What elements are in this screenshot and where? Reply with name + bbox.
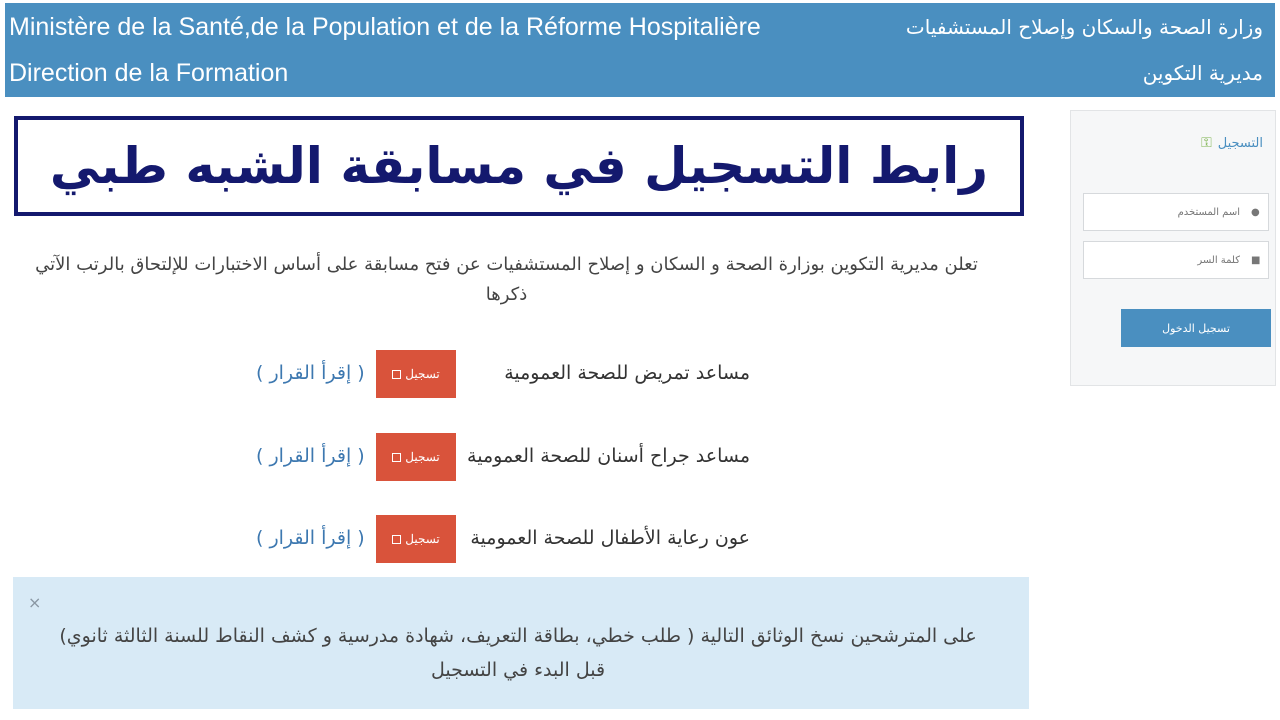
login-button[interactable]: تسجيل الدخول [1121, 309, 1271, 347]
info-alert [13, 577, 1029, 709]
login-heading [1201, 135, 1263, 151]
ministry-name-ar: وزارة الصحة والسكان وإصلاح المستشفيات [905, 15, 1263, 39]
password-input[interactable] [1083, 241, 1269, 279]
rank-name: عون رعاية الأطفال للصحة العمومية [470, 527, 750, 549]
register-button[interactable] [376, 433, 456, 481]
rank-row [0, 350, 1040, 400]
page-title-box [14, 116, 1024, 216]
lock-icon: ■ [1251, 255, 1261, 266]
register-button[interactable] [376, 515, 456, 563]
close-icon[interactable]: × [28, 593, 42, 612]
username-input[interactable] [1083, 193, 1269, 231]
edit-icon [392, 535, 401, 544]
direction-name-fr: Direction de la Formation [9, 59, 289, 87]
rank-name: مساعد تمريض للصحة العمومية [504, 362, 750, 384]
read-decision-link[interactable]: ( إقرأ القرار ) [256, 362, 365, 384]
key-icon: ⚿ [1201, 135, 1212, 151]
read-decision-link[interactable]: ( إقرأ القرار ) [256, 527, 365, 549]
intro-text: تعلن مديرية التكوين بوزارة الصحة و السكان و إصلاح المستشفيات عن فتح مسابقة على أساس الاختبارات للإلتحاق بالرتب الآتي ذكرها [35, 254, 978, 305]
login-panel [1070, 110, 1276, 386]
rank-row [0, 515, 1040, 565]
user-icon: ● [1251, 207, 1260, 218]
rank-name: مساعد جراح أسنان للصحة العمومية [467, 445, 750, 467]
direction-name-ar: مديرية التكوين [1142, 61, 1263, 85]
edit-icon [392, 453, 401, 462]
read-decision-link[interactable]: ( إقرأ القرار ) [256, 445, 365, 467]
site-header [5, 3, 1275, 97]
ministry-name-fr: Ministère de la Santé,de la Population et de la Réforme Hospitalière [9, 13, 761, 41]
alert-message: على المترشحين نسخ الوثائق التالية ( طلب خطي، بطاقة التعريف، شهادة مدرسية و كشف النقاط للسنة الثالثة ثانوي) قبل البدء في التسجيل [59, 625, 977, 681]
edit-icon [392, 370, 401, 379]
login-heading-text: التسجيل [1217, 135, 1263, 151]
register-button-label: تسجيل [405, 367, 440, 381]
register-button-label: تسجيل [405, 450, 440, 464]
register-button[interactable] [376, 350, 456, 398]
rank-row [0, 433, 1040, 483]
register-button-label: تسجيل [405, 532, 440, 546]
page-title: رابط التسجيل في مسابقة الشبه طبي [49, 137, 989, 195]
